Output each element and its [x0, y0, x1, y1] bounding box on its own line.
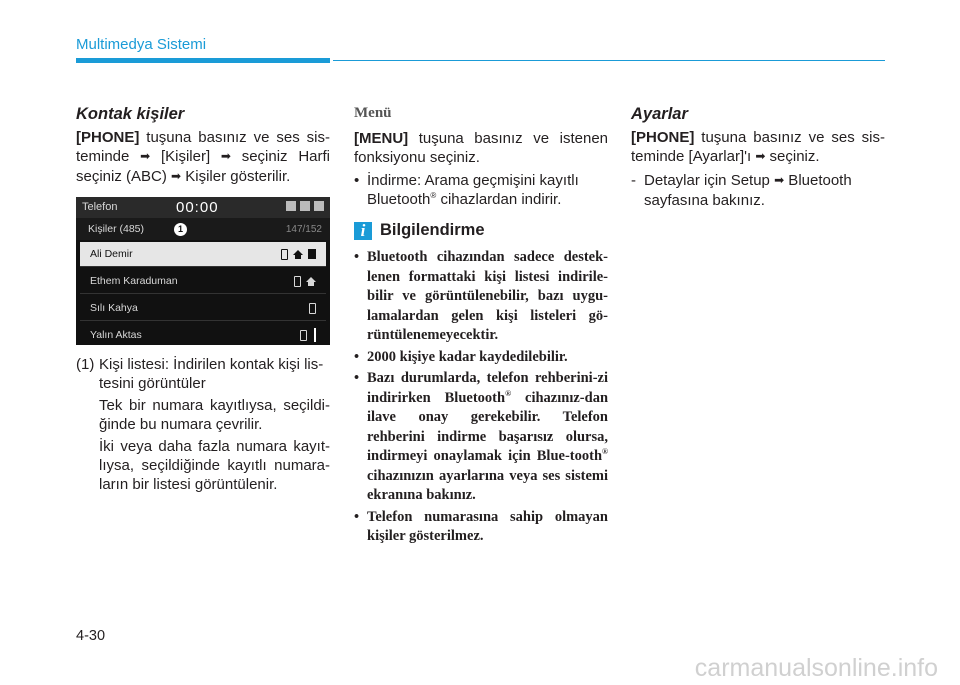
menu-paragraph	[354, 129, 608, 167]
text: Bluetooth cihazından sadece destek-lenen formattaki kişi listesi indirile-bilir ve görüntülenebilir, bazı uygu-lamalardan gelen kişi listeleri gö-rüntülenemeyecektir.	[367, 249, 608, 343]
section-heading-settings: Ayarlar	[631, 105, 688, 123]
contact-row[interactable]	[80, 323, 326, 345]
arrow-icon: ➡	[774, 173, 785, 187]
item-details	[76, 396, 330, 494]
screen-title: Telefon	[82, 201, 118, 213]
contact-name: Yalın Aktas	[90, 328, 142, 341]
column-menu	[354, 104, 608, 549]
item-detail: İki veya daha fazla numara kayıt-lıysa, seçildiğinde kayıtlı numara-ların bir listesi görüntülenir.	[99, 438, 330, 493]
info-icon: i	[354, 222, 372, 240]
text: [Kişiler]	[150, 148, 221, 165]
text: cihazınız-dan ilave onay gerekebilir. Telefon rehberini indirme başarısız olursa, indirmeyi onaylamak için Blue-tooth	[367, 389, 609, 464]
text: İndirme: Arama geçmişini kayıtlı Bluetooth	[367, 172, 579, 208]
list-item	[354, 248, 608, 346]
contact-name: Sılı Kahya	[90, 301, 138, 314]
page-number: 4-30	[76, 628, 106, 644]
contact-row[interactable]	[80, 242, 326, 267]
item-detail: Tek bir numara kayıtlıysa, seçildi-ğinde bu numara çevrilir.	[99, 397, 330, 433]
list-item	[354, 348, 608, 368]
section-heading-menu: Menü	[354, 105, 392, 121]
contact-name: Ali Demir	[90, 247, 133, 260]
text: tuşuna basınız ve ses sis-teminde	[76, 129, 330, 165]
registered-mark: ®	[602, 447, 608, 457]
text: Detaylar için Setup	[644, 172, 775, 189]
text: 2000 kişiye kadar kaydedilebilir.	[367, 348, 568, 365]
text: Bazı durumlarda, telefon rehberini-zi indirirken Bluetooth	[367, 370, 608, 406]
text: tuşuna basınız ve istenen fonksiyonu seçiniz.	[354, 130, 608, 166]
registered-mark: ®	[430, 191, 437, 200]
settings-list	[631, 171, 885, 210]
menu-key-label: [MENU]	[354, 130, 409, 147]
list-item	[631, 171, 885, 210]
contact-list	[76, 240, 330, 345]
arrow-icon: ➡	[171, 169, 182, 183]
header-title: Multimedya Sistemi	[76, 36, 207, 53]
status-icons	[286, 201, 324, 211]
phone-screen-image	[76, 197, 330, 345]
settings-paragraph	[631, 128, 885, 167]
list-item	[76, 355, 330, 393]
text: tuşuna basınız ve ses sis-teminde [Ayarlar]'ı	[631, 129, 885, 165]
signal-icon	[314, 201, 324, 211]
contact-row[interactable]	[80, 269, 326, 294]
battery-icon	[286, 201, 296, 211]
contact-name: Ethem Karaduman	[90, 274, 178, 287]
screen-subheader	[76, 218, 330, 240]
info-list	[354, 248, 608, 547]
text: Telefon numarasına sahip olmayan kişiler gösterilmez.	[367, 508, 608, 544]
text: Bluetooth sayfasına bakınız.	[644, 172, 852, 209]
office-icon	[308, 249, 316, 259]
header-rule	[333, 60, 885, 61]
list-item	[354, 171, 608, 209]
registered-mark: ®	[505, 388, 512, 398]
callout-badge: 1	[174, 223, 187, 236]
text: seçiniz.	[765, 148, 820, 165]
mobile-icon	[294, 276, 301, 287]
contacts-paragraph	[76, 128, 330, 187]
contacts-count-label: Kişiler (485)	[88, 222, 145, 235]
column-contacts	[76, 104, 330, 494]
mobile-icon	[309, 303, 316, 314]
section-heading-contacts: Kontak kişiler	[76, 105, 185, 123]
list-position: 147/152	[285, 223, 322, 235]
mobile-icon	[281, 249, 288, 260]
numbered-list	[76, 355, 330, 494]
text: cihazlardan indirir.	[436, 191, 562, 208]
info-header	[354, 221, 608, 240]
menu-bullets	[354, 171, 608, 209]
arrow-icon: ➡	[140, 149, 151, 163]
arrow-icon: ➡	[755, 149, 766, 163]
phone-key-label: [PHONE]	[631, 129, 695, 146]
text: cihazınızın ayarlarına veya ses sistemi ekranına bakınız.	[367, 467, 608, 503]
screen-clock: 00:00	[176, 199, 219, 216]
text: seçiniz Harfi seçiniz (ABC)	[76, 148, 330, 185]
item-number: (1)	[76, 356, 95, 373]
arrow-icon: ➡	[220, 149, 231, 163]
info-title: Bilgilendirme	[380, 221, 485, 239]
bluetooth-icon	[300, 201, 310, 211]
column-settings	[631, 104, 885, 210]
home-icon	[293, 250, 303, 255]
list-item	[354, 508, 608, 547]
home-icon	[306, 277, 316, 282]
phone-key-label: [PHONE]	[76, 129, 140, 146]
list-item	[354, 369, 608, 506]
mobile-icon	[300, 330, 307, 341]
contact-row[interactable]	[80, 296, 326, 321]
screen-top-bar	[76, 197, 330, 218]
text: Kişiler gösterilir.	[181, 168, 291, 185]
item-text: Kişi listesi: İndirilen kontak kişi lis-tesini görüntüler	[99, 356, 324, 392]
scrollbar[interactable]	[314, 328, 316, 342]
watermark: carmanualsonline.info	[694, 654, 938, 682]
header-bar	[76, 58, 330, 63]
